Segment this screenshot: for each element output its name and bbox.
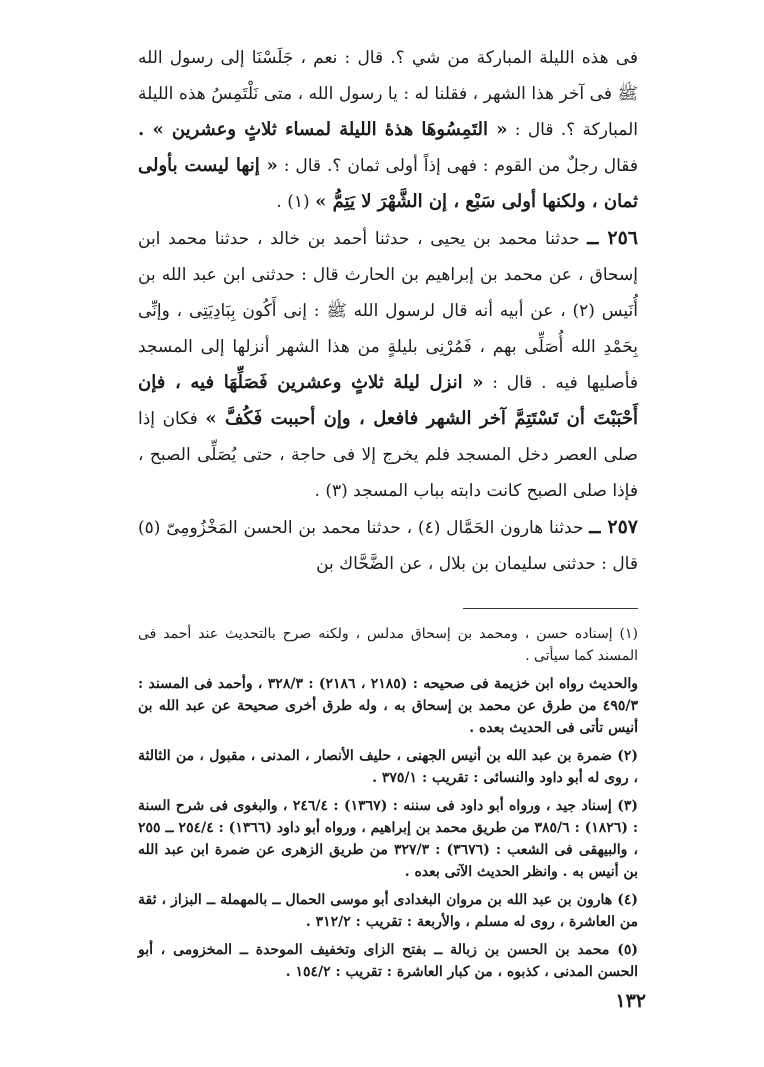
hadith-isnad: حدثنا محمد بن يحيى ، حدثنا أحمد بن خالد ، حدثنا محمد ابن إسحاق ، عن محمد بن إبراهيم بن الحارث قال : حدثنى ابن عبد الله بن أُنَيس (٢) ، عن أبيه أنه قال لرسول الله ﷺ : إنى أَكُون بِبَادِيَتِى ، وإنِّى بِحَمْدِ الله أُصَلِّى بهم ، فَمُرْنِى بليلةٍ من هذا الشهر أنزلها إلى المسجد فأصليها فيه . قال : — [138, 229, 639, 393]
paragraph-continuation — [138, 40, 638, 220]
main-text — [138, 40, 638, 582]
footnote: (٣) إسناد جيد ، ورواه أبو داود فى سننه : (١٣٦٧) : ٢٤٦/٤ ، والبغوى فى شرح السنة : (١٨٢٦) : ٣٨٥/٦ من طريق محمد بن إبراهيم ، ورواه أبو داود (١٣٦٦) : ٢٥٤/٤ ــ ٢٥٥ ، والبيهقى فى الشعب : (٣٦٧٦) : ٣٢٧/٣ من طريق الزهرى عن ضمرة ابن عبد الله بن أنيس به . وانظر الحديث الآتى بعده . — [138, 798, 639, 880]
footnote-ref: (١) . — [276, 192, 310, 212]
hadith-quote: « إنها ليست بأولى ثمان ، ولكنها أولى سَبْع ، إن الشَّهْرَ لا يَتِمُّ » — [138, 155, 638, 212]
paragraph-text: فقال رجلٌ من القوم : فهى إذاً أولى ثمان ؟. قال : — [283, 156, 639, 176]
hadith-quote: « التَمِسُوهَا هذهٔ الليلة لمساء ثلاثٍ وعشرين » . — [138, 119, 508, 140]
footnote: (٤) هارون بن عبد الله بن مروان البغدادى أبو موسى الحمال ــ بالمهملة ــ البزاز ، ثقة من العاشرة ، روى له مسلم ، والأربعة : تقريب : ٣١٢/٢ . — [138, 892, 638, 930]
footnote: (٥) محمد بن الحسن بن زبالة ــ بفتح الزاى وتخفيف الموحدة ــ المخزومى ، أبو الحسن المدنى ، كذبوه ، من كبار العاشرة : تقريب : ١٥٤/٢ . — [138, 942, 638, 980]
hadith-isnad: حدثنا هارون الحَمَّال (٤) ، حدثنا محمد بن الحسن المَخْزُومِىّ (٥) قال : حدثنى سليمان بن بلال ، عن الضَّحَّاك بن — [138, 518, 638, 574]
paragraph-text: فى هذه الليلة المباركة من شي ؟. قال : نعم ، جَلَسْنَا إلى رسول الله ﷺ فى آخر هذا الشهر ، فقلنا له : يا رسول الله ، متى نَلْتَمِسُ هذه الليلة المباركة ؟. قال : — [138, 48, 639, 140]
hadith-quote: « انزل ليلة ثلاثٍ وعشرين فَصَلِّهَا فيه ، فإن أَحْبَبْتَ أن تَسْتَتِمَّ آخر الشهر فافعل ، وإن أحببت فَكُفَّ » — [138, 372, 638, 429]
hadith-257 — [138, 509, 638, 582]
hadith-text: فكان إذا صلى العصر دخل المسجد فلم يخرج إلا فى حاجة ، حتى يُصَلِّى الصبح ، فإذا صلى الصبح كانت دابته بباب المسجد (٣) . — [138, 409, 638, 501]
footnote: والحديث رواه ابن خزيمة فى صحيحه : (٢١٨٥ ، ٢١٨٦) : ٣٢٨/٣ ، وأحمد فى المسند : ٤٩٥/٣ من طرق عن محمد بن إسحاق به ، وله طرق أخرى صحيحة عن عبد الله بن أنيس تأتى فى الحديث بعده . — [138, 676, 638, 736]
page-content — [138, 40, 638, 989]
footnote-divider — [463, 608, 638, 609]
footnotes — [138, 623, 638, 983]
page-number: ١٣٢ — [615, 990, 646, 1012]
hadith-number: ٢٥٦ ــ — [587, 227, 639, 249]
hadith-number: ٢٥٧ ــ — [589, 516, 639, 538]
footnote: (٢) ضمرة بن عبد الله بن أنيس الجهنى ، حليف الأنصار ، المدنى ، مقبول ، من الثالثة ، روى له أبو داود والنسائى : تقريب : ٣٧٥/١ . — [138, 748, 638, 786]
footnote: (١) إسناده حسن ، ومحمد بن إسحاق مدلس ، ولكنه صرح بالتحديث عند أحمد فى المسند كما سيأتى . — [138, 626, 638, 664]
hadith-256 — [138, 220, 638, 509]
